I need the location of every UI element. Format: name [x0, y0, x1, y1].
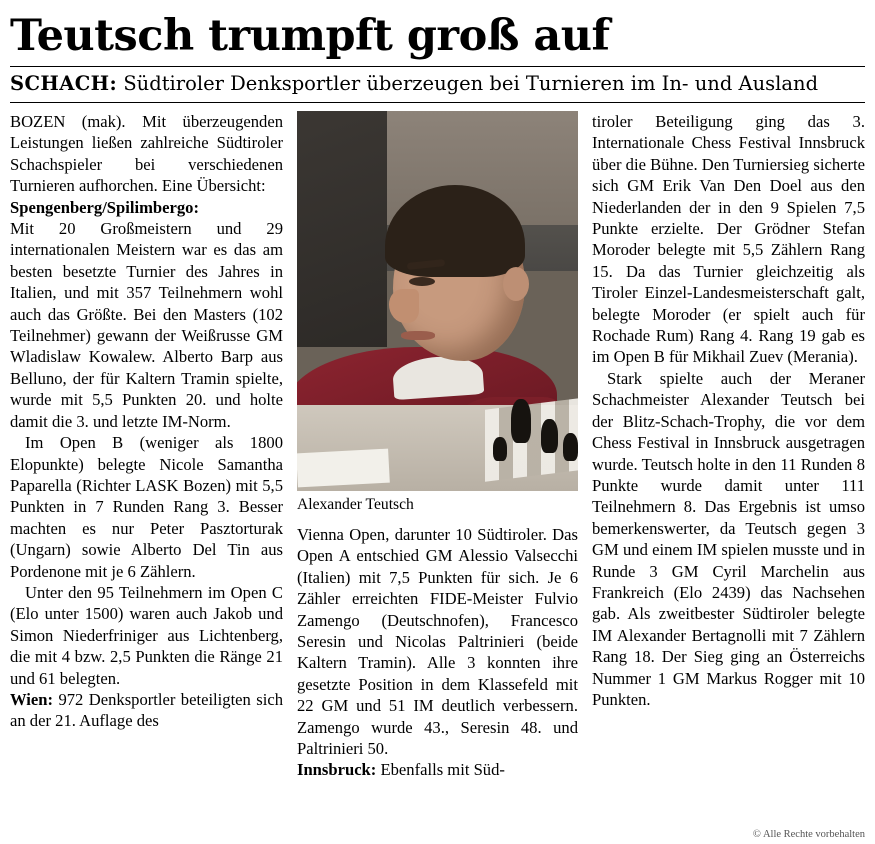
- article-photo-wrapper: [297, 111, 578, 491]
- paragraph-innsbruck: [297, 759, 578, 780]
- section-kicker: SCHACH:: [10, 72, 118, 95]
- paragraph-open-b: Im Open B (weniger als 1800 Elopunkte) belegte Nicole Samantha Paparella (Richter LASK Bozen) mit 5,5 Punkten in 7 Runden Rang 3. Besser machten es nur Peter Pasztorturak (Ungarn) sowie Alberto Del Tin aus Pordenone mit je 6 Zählern.: [10, 433, 283, 581]
- paragraph-lead: BOZEN (mak). Mit überzeugenden Leistungen ließen zahlreiche Südtiroler Schachspieler bei verschiedenen Turnieren aufhorchen. Eine Übersicht:: [10, 112, 283, 196]
- photo-eye: [409, 277, 435, 286]
- photo-chess-piece: [511, 399, 531, 443]
- paragraph-wien-text: 972 Denksportler beteiligten sich an der 21. Auflage des: [10, 689, 283, 731]
- photo-scoresheet: [297, 449, 390, 488]
- photo-chess-piece: [493, 437, 507, 461]
- label-innsbruck: Innsbruck:: [297, 760, 377, 780]
- headline-divider: [10, 66, 865, 67]
- photo-chess-piece: [541, 419, 558, 453]
- paragraph-innsbruck-cont: tiroler Beteiligung ging das 3. Internationale Chess Festival Innsbruck über die Bühne. Den Turniersieg sicherte sich GM Erik Van Den Doel aus den Niederlanden der in den 9 Spielen 7,5 Punkte erzielte. Der Grödner Stefan Moroder belegte mit 5,5 Zählern Rang 15. Da das Turnier gleichzeitig als Tiroler Einzel-Landesmeisterschaft galt, belegte Moroder (er spielt auch für Rochade Rum) Rang 4. Rang 19 gab es im Open B für Mikhail Zuev (Merania).: [592, 112, 865, 367]
- paragraph-wien: [10, 689, 283, 732]
- photo-ear: [503, 267, 529, 301]
- article-photo: [297, 111, 578, 491]
- paragraph-vienna: Vienna Open, darunter 10 Südtiroler. Das Open A entschied GM Alessio Valsecchi (Italien) mit 7,5 Punkten für sich. Je 6 Zähler erreichten FIDE-Meister Fulvio Zamengo (Deutschnofen), Francesco Seresin und Nicolas Paltrinieri (beide Kaltern Tramin). Alle 3 konnten ihre gesetzte Position in dem Klassefeld mit 22 GM und 51 IM deutlich verbessern. Zamengo wurde 43., Seresin 48. und Paltrinieri 50.: [297, 525, 578, 759]
- paragraph-teutsch: Stark spielte auch der Meraner Schachmeister Alexander Teutsch bei der Blitz-Schach-Trophy, die vor dem Chess Festival in Innsbruck ausgetragen wurde. Teutsch holte in den 11 Runden 8 Punkte wurde damit unter 111 Teilnehmern 8. Das Ergebnis ist umso bemerkenswerter, da Teutsch gegen 3 GM und einem IM spielen musste und in Runde 3 GM Cyril Marchelin aus Frankreich (Elo 2439) das Nachsehen gab. Als zweitbester Südtiroler belegte IM Alexander Bertagnolli mit 7 Zählern Rang 18. Der Sieg ging an Österreichs Nummer 1 GM Markus Rogger mit 10 Punkten.: [592, 368, 865, 709]
- paragraph-spilimbergo: Mit 20 Großmeistern und 29 internationalen Meistern war es das am besten besetzte Turnier des Jahres in Italien, und mit 357 Teilnehmern wohl auch das Größte. Bei den Masters (102 Teilnehmer) gewann der Weißrusse GM Wladislaw Kowalew. Alberto Barp aus Belluno, der für Kaltern Tramin spielte, wurde mit 5,5 Punkten 20. und holte damit die 3. und letzte IM-Norm.: [10, 219, 283, 431]
- column-left: [10, 111, 283, 841]
- page-title: Teutsch trumpft groß auf: [10, 11, 610, 61]
- photo-nose: [389, 289, 419, 323]
- subheadline-text: Südtiroler Denksportler überzeugen bei Turnieren im In- und Ausland: [123, 72, 819, 95]
- paragraph-label-spilimbergo: Spengenberg/Spilimbergo:: [10, 197, 199, 217]
- paragraph-open-c: Unter den 95 Teilnehmern im Open C (Elo unter 1500) waren auch Jakob und Simon Niederfriniger aus Lichtenberg, die mit 4 bzw. 2,5 Punkten die Ränge 21 und 61 belegten.: [10, 582, 283, 688]
- photo-background-left: [297, 111, 387, 347]
- copyright-notice: © Alle Rechte vorbehalten: [752, 829, 865, 840]
- paragraph-innsbruck-text: Ebenfalls mit Süd-: [380, 760, 505, 780]
- article-columns: [10, 111, 865, 841]
- photo-chess-piece: [563, 433, 578, 461]
- label-wien: Wien:: [10, 689, 54, 709]
- photo-caption: Alexander Teutsch: [297, 496, 414, 513]
- column-middle: [297, 111, 578, 841]
- subheadline-divider: [10, 102, 865, 103]
- photo-mouth: [401, 331, 435, 340]
- column-right: [592, 111, 865, 841]
- subheadline-row: [10, 72, 865, 96]
